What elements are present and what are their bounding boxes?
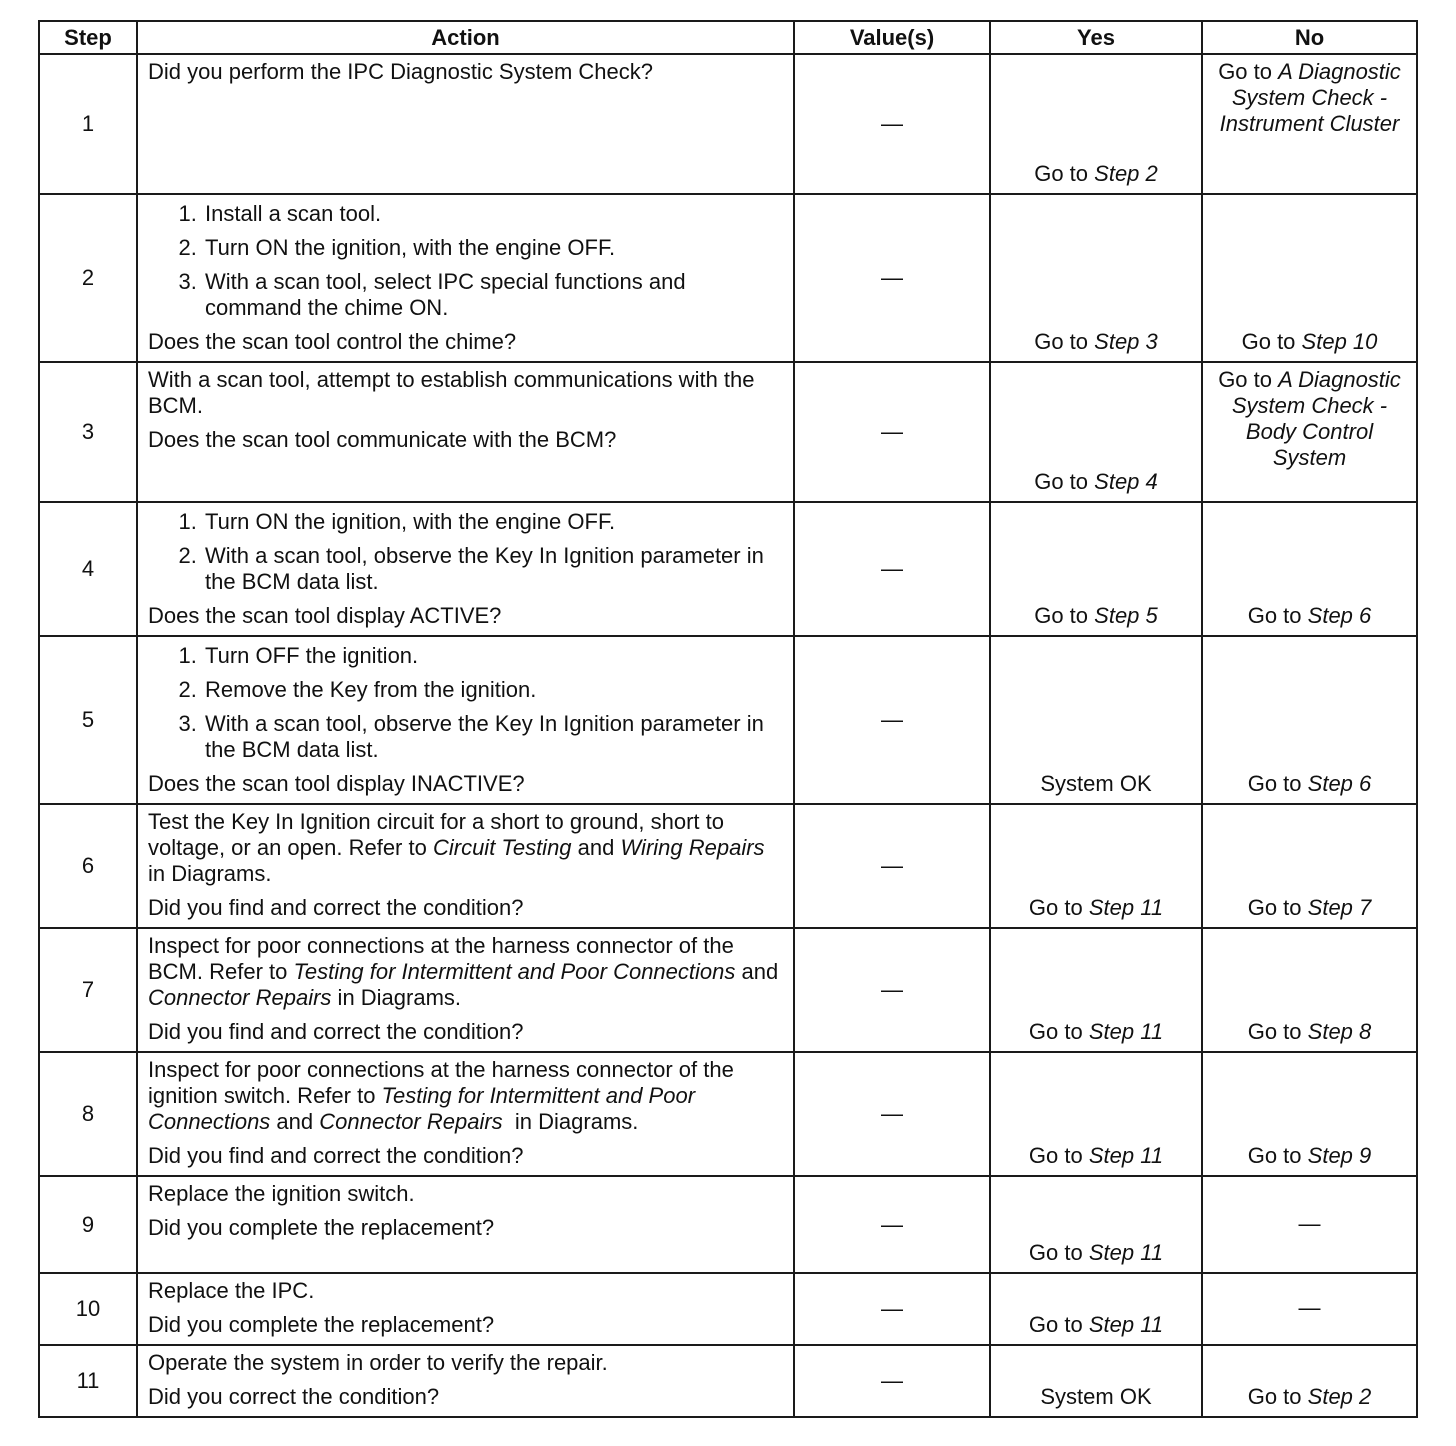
goto-link[interactable]: Step 10 <box>1301 329 1378 354</box>
goto-prefix: Go to <box>1247 771 1302 796</box>
value-cell: — <box>794 54 990 194</box>
no-text: — <box>1298 1295 1321 1320</box>
value-cell: — <box>794 362 990 502</box>
goto-link[interactable]: Step 4 <box>1094 469 1158 494</box>
step-number: 10 <box>39 1273 137 1345</box>
action-cell <box>137 502 794 636</box>
step-number: 3 <box>39 362 137 502</box>
reference-link[interactable]: Testing for Intermittent and Poor Connections <box>148 1083 702 1134</box>
no-cell <box>1202 928 1417 1052</box>
action-instruction <box>148 1057 783 1135</box>
goto-link[interactable]: Step 11 <box>1088 1143 1164 1168</box>
goto-prefix: Go to <box>1034 469 1089 494</box>
step-number: 1 <box>39 54 137 194</box>
step-number: 11 <box>39 1345 137 1417</box>
goto-prefix: Go to <box>1247 603 1302 628</box>
step-number: 7 <box>39 928 137 1052</box>
goto-link[interactable]: Step 8 <box>1307 1019 1372 1044</box>
table-row <box>39 194 1417 362</box>
value-cell: — <box>794 194 990 362</box>
instruction-text: in Diagrams. <box>148 835 777 886</box>
instruction-text: Inspect for poor connections at the harness connector of the BCM. Refer to <box>148 933 740 984</box>
reference-link[interactable]: Connector Repairs <box>148 985 332 1010</box>
action-question: Did you complete the replacement? <box>148 1215 495 1240</box>
action-cell <box>137 1345 794 1417</box>
yes-text: System OK <box>1040 1384 1152 1409</box>
action-question: Does the scan tool display INACTIVE? <box>148 771 525 796</box>
action-instruction: With a scan tool, attempt to establish communications with the BCM. <box>148 367 755 418</box>
instruction-text: in Diagrams. <box>331 985 462 1010</box>
header-step: Step <box>39 21 137 54</box>
action-cell <box>137 636 794 804</box>
action-step-item: 2. Remove the Key from the ignition. <box>203 677 783 703</box>
table-row <box>39 362 1417 502</box>
goto-link[interactable]: Step 11 <box>1088 895 1164 920</box>
step-number: 5 <box>39 636 137 804</box>
yes-cell <box>990 1273 1202 1345</box>
instruction-text: and <box>571 835 621 860</box>
instruction-text: Test the Key In Ignition circuit for a short to ground, short to voltage, or an open. Refer to <box>148 809 731 860</box>
goto-prefix: Go to <box>1028 1019 1083 1044</box>
reference-link[interactable]: Wiring Repairs <box>620 835 765 860</box>
table-row <box>39 1052 1417 1176</box>
action-cell <box>137 804 794 928</box>
goto-link[interactable]: Step 11 <box>1088 1019 1164 1044</box>
goto-link[interactable]: Step 11 <box>1088 1312 1164 1337</box>
action-step-item: 3. With a scan tool, select IPC special functions and command the chime ON. <box>203 269 783 321</box>
table-row <box>39 928 1417 1052</box>
no-cell <box>1202 502 1417 636</box>
instruction-text: Inspect for poor connections at the harness connector of the ignition switch. Refer to <box>148 1057 740 1108</box>
goto-prefix: Go to <box>1034 161 1089 186</box>
yes-cell <box>990 502 1202 636</box>
goto-prefix: Go to <box>1028 1143 1083 1168</box>
table-row <box>39 636 1417 804</box>
no-cell <box>1202 1273 1417 1345</box>
goto-link[interactable]: Step 11 <box>1088 1240 1164 1265</box>
action-instruction <box>148 809 783 887</box>
goto-link[interactable]: Step 2 <box>1307 1384 1372 1409</box>
yes-cell <box>990 362 1202 502</box>
goto-prefix: Go to <box>1028 1240 1083 1265</box>
action-instruction: Operate the system in order to verify the repair. <box>148 1350 608 1375</box>
action-question: Did you correct the condition? <box>148 1384 440 1409</box>
goto-link[interactable]: Step 5 <box>1094 603 1158 628</box>
value-cell: — <box>794 804 990 928</box>
value-cell: — <box>794 502 990 636</box>
header-action: Action <box>137 21 794 54</box>
table-row <box>39 502 1417 636</box>
table-row <box>39 54 1417 194</box>
action-question: Did you find and correct the condition? <box>148 895 524 920</box>
instruction-text: and <box>270 1109 320 1134</box>
no-cell <box>1202 1052 1417 1176</box>
action-question: Did you complete the replacement? <box>148 1312 495 1337</box>
table-row <box>39 1273 1417 1345</box>
goto-prefix: Go to <box>1028 1312 1083 1337</box>
step-number: 2 <box>39 194 137 362</box>
goto-prefix: Go to <box>1247 1019 1302 1044</box>
diagnostic-table <box>38 20 1418 1418</box>
goto-prefix: Go to <box>1034 329 1089 354</box>
yes-cell <box>990 928 1202 1052</box>
no-cell <box>1202 362 1417 502</box>
value-cell: — <box>794 1052 990 1176</box>
goto-prefix: Go to <box>1028 895 1083 920</box>
action-question: Does the scan tool communicate with the BCM? <box>148 427 617 452</box>
no-cell <box>1202 636 1417 804</box>
no-cell <box>1202 1176 1417 1273</box>
no-text: — <box>1298 1210 1321 1236</box>
action-question: Does the scan tool control the chime? <box>148 329 517 354</box>
table-row <box>39 804 1417 928</box>
goto-prefix: Go to <box>1218 367 1272 392</box>
action-question: Did you find and correct the condition? <box>148 1019 524 1044</box>
table-body <box>39 54 1417 1417</box>
no-cell <box>1202 804 1417 928</box>
header-no: No <box>1202 21 1417 54</box>
goto-link[interactable]: Step 3 <box>1094 329 1158 354</box>
action-question: Did you perform the IPC Diagnostic System Check? <box>148 59 653 84</box>
no-cell <box>1202 1345 1417 1417</box>
goto-prefix: Go to <box>1034 603 1089 628</box>
action-cell <box>137 194 794 362</box>
value-cell: — <box>794 1273 990 1345</box>
table-row <box>39 1176 1417 1273</box>
reference-link[interactable]: Circuit Testing <box>432 835 572 860</box>
no-cell <box>1202 54 1417 194</box>
step-number: 6 <box>39 804 137 928</box>
goto-prefix: Go to <box>1241 329 1296 354</box>
goto-link[interactable]: Step 9 <box>1307 1143 1372 1168</box>
header-row <box>39 21 1417 54</box>
goto-link[interactable]: A Diagnostic System Check - Body Control System <box>1231 367 1401 470</box>
yes-cell <box>990 54 1202 194</box>
table-row <box>39 1345 1417 1417</box>
action-instruction: Replace the IPC. <box>148 1278 315 1303</box>
yes-cell <box>990 1176 1202 1273</box>
action-cell <box>137 54 794 194</box>
action-instruction <box>148 933 783 1011</box>
reference-link[interactable]: Testing for Intermittent and Poor Connections <box>293 959 736 984</box>
goto-link[interactable]: Step 6 <box>1307 603 1372 628</box>
reference-link[interactable]: Connector Repairs <box>319 1109 503 1134</box>
goto-prefix: Go to <box>1247 895 1302 920</box>
yes-cell <box>990 194 1202 362</box>
action-question: Did you find and correct the condition? <box>148 1143 524 1168</box>
instruction-text: in Diagrams. <box>502 1109 639 1134</box>
action-steps-list <box>148 643 783 763</box>
goto-link[interactable]: Step 6 <box>1307 771 1372 796</box>
value-cell: — <box>794 928 990 1052</box>
action-steps-list <box>148 201 783 321</box>
step-number: 4 <box>39 502 137 636</box>
goto-prefix: Go to <box>1247 1384 1302 1409</box>
action-steps-list <box>148 509 783 595</box>
step-number: 9 <box>39 1176 137 1273</box>
yes-cell <box>990 636 1202 804</box>
action-step-item: 1. Turn OFF the ignition. <box>203 643 783 669</box>
action-step-item: 2. With a scan tool, observe the Key In Ignition parameter in the BCM data list. <box>203 543 783 595</box>
action-instruction: Replace the ignition switch. <box>148 1181 415 1206</box>
yes-cell <box>990 1052 1202 1176</box>
goto-link[interactable]: Step 7 <box>1307 895 1372 920</box>
value-cell: — <box>794 1176 990 1273</box>
goto-prefix: Go to <box>1247 1143 1302 1168</box>
action-step-item: 2. Turn ON the ignition, with the engine OFF. <box>203 235 783 261</box>
yes-text: System OK <box>1040 771 1152 796</box>
header-yes: Yes <box>990 21 1202 54</box>
value-cell: — <box>794 636 990 804</box>
yes-cell <box>990 804 1202 928</box>
action-cell <box>137 1052 794 1176</box>
action-step-item: 3. With a scan tool, observe the Key In Ignition parameter in the BCM data list. <box>203 711 783 763</box>
action-step-item: 1. Install a scan tool. <box>203 201 783 227</box>
value-cell: — <box>794 1345 990 1417</box>
action-cell <box>137 1176 794 1273</box>
yes-cell <box>990 1345 1202 1417</box>
no-cell <box>1202 194 1417 362</box>
goto-prefix: Go to <box>1218 59 1272 84</box>
action-cell <box>137 362 794 502</box>
header-values: Value(s) <box>794 21 990 54</box>
instruction-text: and <box>735 959 785 984</box>
action-cell <box>137 1273 794 1345</box>
action-cell <box>137 928 794 1052</box>
action-question: Does the scan tool display ACTIVE? <box>148 603 502 628</box>
step-number: 8 <box>39 1052 137 1176</box>
action-step-item: 1. Turn ON the ignition, with the engine OFF. <box>203 509 783 535</box>
goto-link[interactable]: A Diagnostic System Check - Instrument Cluster <box>1219 59 1401 136</box>
goto-link[interactable]: Step 2 <box>1094 161 1158 186</box>
